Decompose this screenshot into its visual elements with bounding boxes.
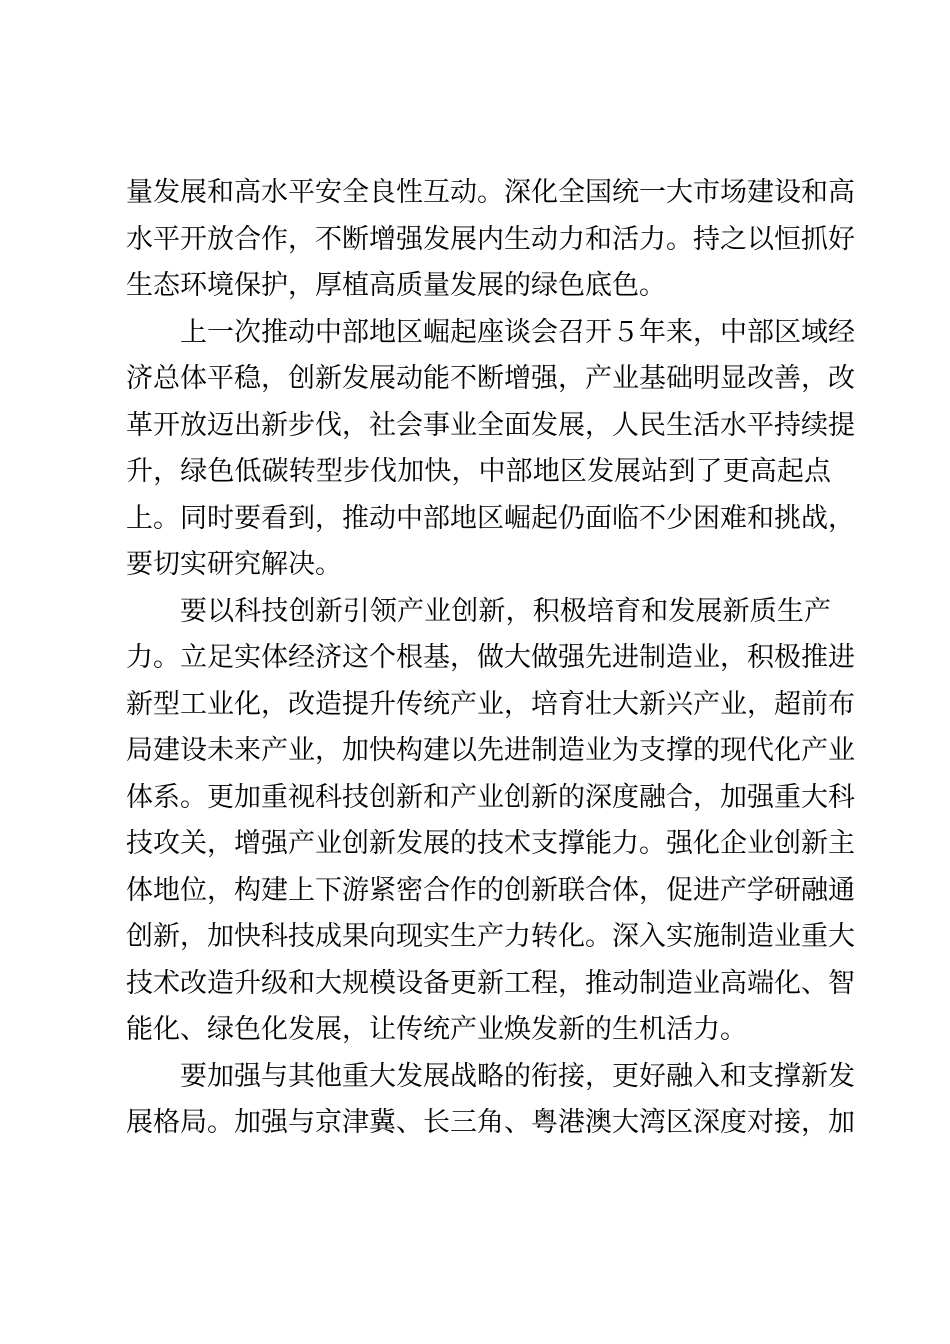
text-line: 体地位，构建上下游紧密合作的创新联合体，促进产学研融通 xyxy=(126,874,855,906)
text-line: 要加强与其他重大发展战略的衔接，更好融入和支撑新发 xyxy=(180,1060,855,1092)
text-line: 局建设未来产业，加快构建以先进制造业为支撑的现代化产业 xyxy=(126,735,855,766)
text-line: 升，绿色低碳转型步伐加快，中部地区发展站到了更高起点 xyxy=(126,456,831,487)
paragraph-4 xyxy=(126,1054,855,1147)
text-line: 技术改造升级和大规模设备更新工程，推动制造业高端化、智 xyxy=(126,967,855,999)
text-line: 水平开放合作，不断增强发展内生动力和活力。持之以恒抓好 xyxy=(126,223,855,255)
text-line: 量发展和高水平安全良性互动。深化全国统一大市场建设和高 xyxy=(126,177,855,208)
text-line: 体系。更加重视科技创新和产业创新的深度融合，加强重大科 xyxy=(126,781,855,813)
document-body xyxy=(126,170,855,1147)
text-line: 新型工业化，改造提升传统产业，培育壮大新兴产业，超前布 xyxy=(126,688,855,720)
paragraph-2 xyxy=(126,310,855,589)
text-line: 要切实研究解决。 xyxy=(126,549,342,580)
paragraph-3 xyxy=(126,589,855,1054)
paragraph-1 xyxy=(126,170,855,310)
text-line: 上一次推动中部地区崛起座谈会召开５年来，中部区域经 xyxy=(180,316,855,348)
text-line: 技攻关，增强产业创新发展的技术支撑能力。强化企业创新主 xyxy=(126,828,855,859)
text-line: 生态环境保护，厚植高质量发展的绿色底色。 xyxy=(126,270,666,301)
text-line: 济总体平稳，创新发展动能不断增强，产业基础明显改善，改 xyxy=(126,363,855,394)
text-line: 革开放迈出新步伐，社会事业全面发展，人民生活水平持续提 xyxy=(126,409,855,441)
text-line: 上。同时要看到，推动中部地区崛起仍面临不少困难和挑战， xyxy=(126,502,855,534)
text-line: 要以科技创新引领产业创新，积极培育和发展新质生产 xyxy=(180,595,831,627)
text-line: 力。立足实体经济这个根基，做大做强先进制造业，积极推进 xyxy=(126,642,855,673)
text-line: 能化、绿色化发展，让传统产业焕发新的生机活力。 xyxy=(126,1014,747,1045)
text-line: 创新，加快科技成果向现实生产力转化。深入实施制造业重大 xyxy=(126,921,855,952)
text-line: 展格局。加强与京津冀、长三角、粤港澳大湾区深度对接，加 xyxy=(126,1107,855,1138)
